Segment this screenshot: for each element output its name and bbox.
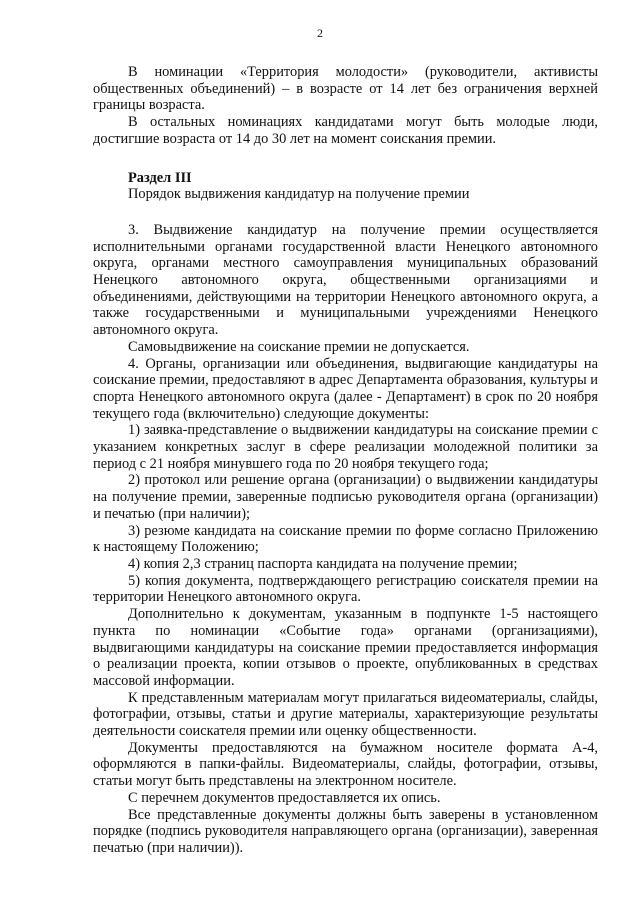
section-title: Раздел III	[128, 169, 192, 186]
list-item-1: 1) заявка-представление о выдвижении кандидатуры на соискание премии с указанием конкретных заслуг в сфере реализации молодежной политики за период с 21 ноября минувшего года по 20 ноября текущего года;	[93, 422, 598, 472]
list-item-5: 5) копия документа, подтверждающего регистрацию соискателя премии на территории Ненецкого автономного округа.	[93, 572, 598, 606]
list-item-2: 2) протокол или решение органа (организации) о выдвижении кандидатуры на получение премии, заверенные подписью руководителя органа (организации) и печатью (при наличии);	[93, 472, 598, 522]
paragraph-item-3: 3. Выдвижение кандидатур на получение премии осуществляется исполнительными органами государственной власти Ненецкого автономного округа, органами местного самоуправления муниципальных образований Ненецкого автономного округа, общественными организациями и объединениями, действующими на территории Ненецкого автономного округа, а также государственными и муниципальными учреждениями Ненецкого автономного округа.	[93, 221, 598, 339]
paragraph-item-4: 4. Органы, организации или объединения, выдвигающие кандидатуры на соискание премии, предоставляют в адрес Департамента образования, культуры и спорта Ненецкого автономного округа (далее - Департамент) в срок по 20 ноября текущего года (включительно) следующие документы:	[93, 355, 598, 422]
list-item-4: 4) копия 2,3 страниц паспорта кандидата на получение премии;	[128, 555, 518, 572]
section-subtitle: Порядок выдвижения кандидатур на получение премии	[128, 186, 470, 203]
paragraph-additional-documents: Дополнительно к документам, указанным в подпункте 1-5 настоящего пункта по номинации «Событие года» органами (организациями), выдвигающими кандидатуры на соискание премии предоставляется информация о реализации проекта, копии отзывов о проекте, опубликованных в средствах массовой информации.	[93, 606, 598, 689]
paragraph-self-nomination: Самовыдвижение на соискание премии не допускается.	[128, 338, 470, 355]
paragraph-supplementary-materials: К представленным материалам могут прилагаться видеоматериалы, слайды, фотографии, отзывы, статьи и другие материалы, характеризующие результаты деятельности соискателя премии или оценку общественности.	[93, 689, 598, 740]
paragraph-inventory: С перечнем документов предоставляется их опись.	[128, 789, 441, 806]
paragraph-certification: Все представленные документы должны быть заверены в установленном порядке (подпись руководителя направляющего органа (организации), заверенная печатью (при наличии)).	[93, 806, 598, 856]
document-body	[93, 64, 598, 857]
paragraph-other-nominations: В остальных номинациях кандидатами могут быть молодые люди, достигшие возраста от 14 до 30 лет на момент соискания премии.	[93, 114, 598, 147]
page-number: 2	[317, 26, 323, 40]
paragraph-document-format: Документы предоставляются на бумажном носителе формата А-4, оформляются в папки-файлы. Видеоматериалы, слайды, фотографии, отзывы, статьи могут быть представлены на электронном носителе.	[93, 739, 598, 790]
paragraph-nomination-territory: В номинации «Территория молодости» (руководители, активисты общественных объединений) – в возрасте от 14 лет без ограничения верхней границы возраста.	[93, 64, 598, 114]
list-item-3: 3) резюме кандидата на соискание премии по форме согласно Приложению к настоящему Положению;	[93, 522, 598, 556]
